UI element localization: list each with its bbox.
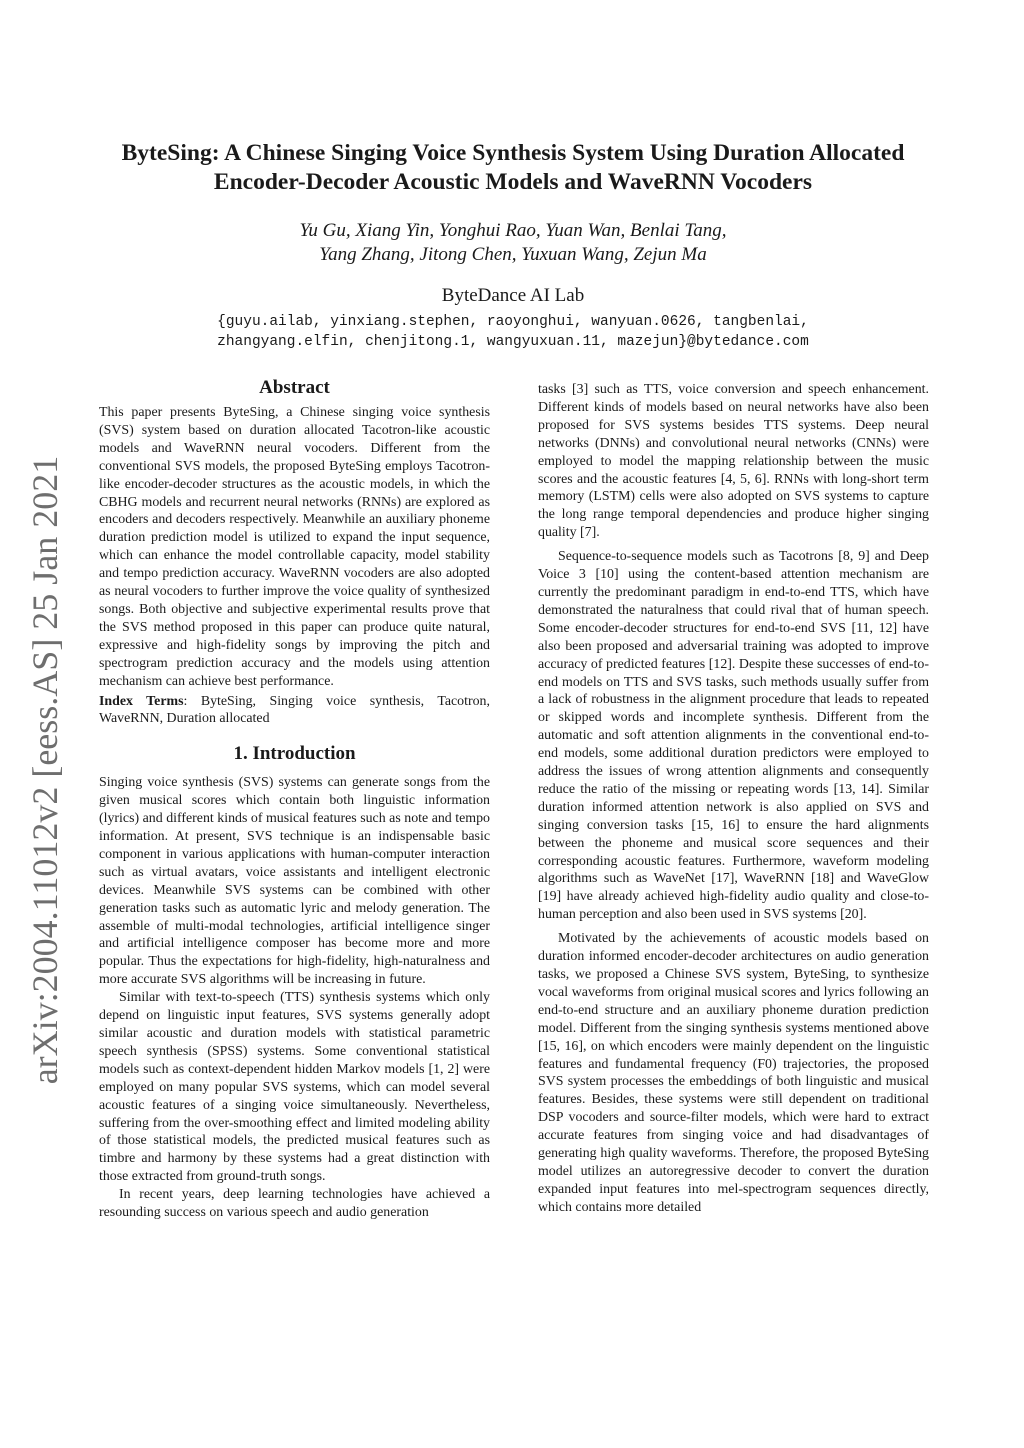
intro-paragraph-1: Singing voice synthesis (SVS) systems can generate songs from the given musical scores which contain both linguistic information (lyrics) and different kinds of musical features such as note and tempo information. At present, SVS technique is an indispensable basic component in various applications with human-computer interaction such as virtual avatars, voice assistants and intelligent electronic devices. Meanwhile SVS systems can be combined with other generation tasks such as automatic lyric and melody generation. The assemble of multi-modal technologies, artificial intelligence singer and artificial intelligence composer has become more and more popular. Thus the expectations for high-fidelity, high-naturalness and more accurate SVS algorithms will be increasing in future. <box>99 775 490 988</box>
introduction-heading: 1. Introduction <box>233 743 356 765</box>
authors-line-2: Yang Zhang, Jitong Chen, Yuxuan Wang, Zejun Ma <box>319 244 707 265</box>
emails-line-2: zhangyang.elfin, chenjitong.1, wangyuxuan.11, mazejun}@bytedance.com <box>217 334 809 350</box>
paper-title <box>90 139 936 197</box>
right-paragraph-2: Sequence-to-sequence models such as Tacotrons [8, 9] and Deep Voice 3 [10] using the content-based attention mechanism are currently the predominant paradigm in end-to-end TTS, which have demonstrated the naturalness that could rival that of human speech. Some encoder-decoder structures for end-to-end SVS [11, 12] have also been proposed and adversarial training was adopted to improve accuracy of predicted features [12]. Despite these successes of end-to-end models on TTS and SVS tasks, such methods usually suffer from a lack of robustness in the alignment procedure that leads to repeated or skipped words and incomplete synthesis. Different from the automatic and soft attention alignments in the conventional end-to-end models, some additional duration predictors were employed to address the issues of wrong attention alignments and consequently reduce the ratio of the missing or repeating words [13, 14]. Similar duration informed attention network is also applied on SVS and singing conversion tasks [15, 16] to ensure the hard alignments between the phoneme and musical score sequences and their corresponding acoustic features. Furthermore, waveform modeling algorithms such as WaveNet [17], WaveRNN [18] and WaveGlow [19] have already achieved high-fidelity audio quality and close-to-human perception and also been used in SVS systems [20]. <box>538 549 929 923</box>
emails-line-1: {guyu.ailab, yinxiang.stephen, raoyonghui, wanyuan.0626, tangbenlai, <box>217 314 809 330</box>
email-list <box>90 312 936 352</box>
arxiv-identifier: arXiv:2004.11012v2 [eess.AS] 25 Jan 2021 <box>25 455 65 1085</box>
arxiv-sidebar <box>10 450 80 1090</box>
title-line-2: Encoder-Decoder Acoustic Models and WaveRNN Vocoders <box>213 169 813 195</box>
left-column <box>99 376 490 1222</box>
intro-paragraph-2: Similar with text-to-speech (TTS) synthesis systems which only depend on linguistic input features, SVS systems generally adopt similar acoustic and duration models with statistical parametric speech synthesis (SPSS) systems. Some conventional statistical models such as context-dependent hidden Markov models [1, 2] were employed on many popular SVS systems, which can model several acoustic features of a singing voice simultaneously. Nevertheless, suffering from the over-smoothing effect and limited modeling ability of those statistical models, the predicted musical features such as timbre and harmony by these systems had a great distinction with those extracted from ground-truth songs. <box>99 990 490 1185</box>
right-column <box>538 381 929 1217</box>
authors-line-1: Yu Gu, Xiang Yin, Yonghui Rao, Yuan Wan, Benlai Tang, <box>299 220 727 241</box>
index-terms <box>99 693 490 729</box>
title-line-1: ByteSing: A Chinese Singing Voice Synthesis System Using Duration Allocated <box>121 140 905 166</box>
right-paragraph-3: Motivated by the achievements of acoustic models based on duration informed encoder-decoder architectures on audio generation tasks, we proposed a Chinese SVS system, ByteSing, to synthesize vocal waveforms from original musical scores and lyrics following an end-to-end structure and an auxiliary phoneme duration prediction model. Different from the singing synthesis systems mentioned above [15, 16], on which encoders were mainly dependent on the linguistic features and fundamental frequency (F0) trajectories, the proposed SVS system processes the embeddings of both linguistic and musical features. Besides, these systems were still dependent on traditional DSP vocoders and source-filter models, which were hard to extract accurate features from singing voice and had disadvantages of generating high quality waveforms. Therefore, the proposed ByteSing model utilizes an autoregressive decoder to convert the duration expanded input features into mel-spectrogram sequences directly, which contains more detailed <box>538 931 929 1215</box>
abstract-heading: Abstract <box>259 377 330 398</box>
abstract-text: This paper presents ByteSing, a Chinese singing voice synthesis (SVS) system based on duration allocated Tacotron-like acoustic models and WaveRNN neural vocoders. Different from the conventional SVS models, the proposed ByteSing employs Tacotron-like encoder-decoder structures as the acoustic models, in which the CBHG models and recurrent neural networks (RNNs) are explored as encoders and decoders respectively. Meanwhile an auxiliary phoneme duration prediction model is utilized to expand the input sequence, which can enhance the model controllable capacity, model stability and tempo prediction accuracy. WaveRNN vocoders are also adopted as neural vocoders to further improve the voice quality of synthesized songs. Both objective and subjective experimental results prove that the SVS method proposed in this paper can produce quite natural, expressive and high-fidelity songs by improving the pitch and spectrogram prediction accuracy and the models using attention mechanism can achieve best performance. <box>99 405 490 689</box>
author-list <box>90 219 936 267</box>
intro-paragraph-3: In recent years, deep learning technologies have achieved a resounding success on various speech and audio generation <box>99 1187 490 1221</box>
index-terms-text: : ByteSing, Singing voice synthesis, Tacotron, WaveRNN, Duration allocated <box>99 693 490 727</box>
right-paragraph-1: tasks [3] such as TTS, voice conversion and speech enhancement. Different kinds of models based on neural networks have also been proposed for SVS systems besides TTS systems. Deep neural networks (DNNs) and convolutional neural networks (CNNs) were employed to model the mapping relationship between the music scores and the acoustic features [4, 5, 6]. RNNs with long-short term memory (LSTM) cells were also adopted on SVS systems to capture the long range temporal dependencies and produce higher singing quality [7]. <box>538 382 929 541</box>
affiliation: ByteDance AI Lab <box>441 285 585 306</box>
index-terms-label: Index Terms <box>99 693 184 709</box>
